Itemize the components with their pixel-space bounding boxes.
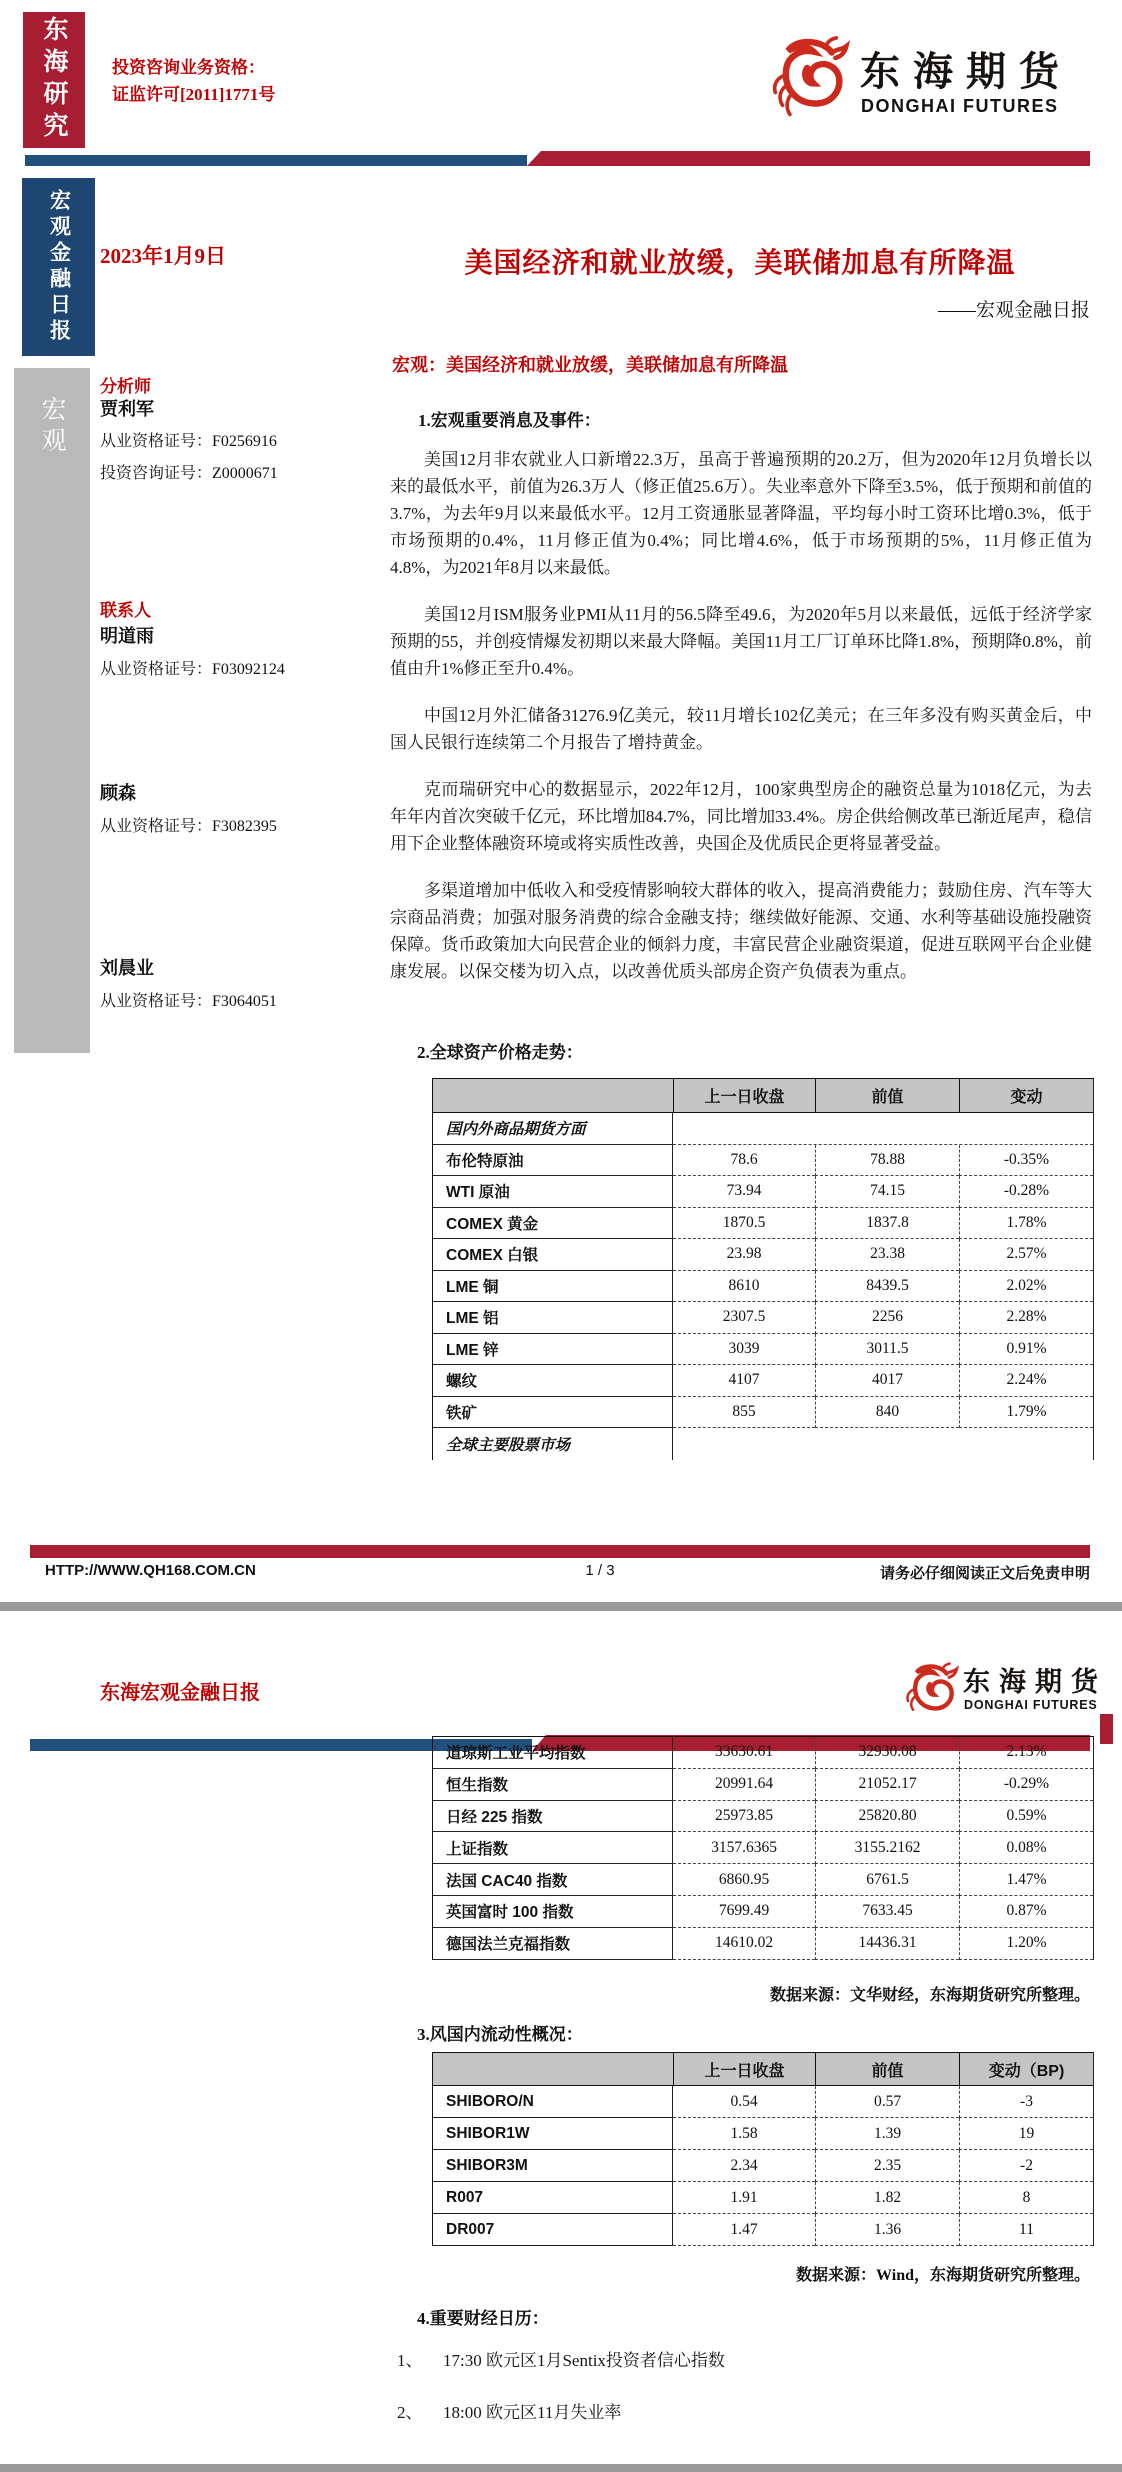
contact-name: 刘晨业	[100, 958, 154, 978]
row-label: 布伦特原油	[433, 1145, 673, 1177]
cell-value: 33630.61	[673, 1737, 815, 1769]
cell-value: 19	[959, 2118, 1093, 2150]
calendar-item-text: 18:00 欧元区11月失业率	[443, 2403, 622, 2422]
cell-value: 0.87%	[959, 1896, 1093, 1928]
column-header: 上一日收盘	[673, 1079, 815, 1113]
row-label: WTI 原油	[433, 1176, 673, 1208]
analyst-label: 分析师	[100, 377, 151, 396]
cell-value: 14610.02	[673, 1928, 815, 1960]
table-row	[433, 1397, 1093, 1429]
section1-heading: 1.宏观重要消息及事件：	[418, 411, 601, 430]
cell-value: 6860.95	[673, 1864, 815, 1896]
cell-value: 2.02%	[959, 1271, 1093, 1303]
header-bar-red	[527, 151, 1090, 166]
body-paragraph: 中国12月外汇储备31276.9亿美元，较11月增长102亿美元；在三年多没有购买黄金后，中国人民银行连续第二个月报告了增持黄金。	[390, 706, 1092, 752]
dragon-logo-icon	[768, 28, 850, 128]
body-paragraph: 美国12月ISM服务业PMI从11月的56.5降至49.6，为2020年5月以来最低，远低于经济学家预期的55，并创疫情爆发初期以来最大降幅。美国11月工厂订单环比降1.8%，预期降0.8%，前值由升1%修正至升0.4%。	[390, 605, 1092, 678]
cell-value: 1.47%	[959, 1864, 1093, 1896]
page2-header-title: 东海宏观金融日报	[100, 1682, 260, 1704]
cell-value: -0.28%	[959, 1176, 1093, 1208]
side-tab-category-label: 宏观	[38, 396, 66, 458]
cell-value: 1.91	[673, 2182, 815, 2214]
economic-calendar	[397, 2346, 997, 2450]
cell-value: 25973.85	[673, 1801, 815, 1833]
table-row	[433, 2182, 1093, 2214]
cell-value: 8439.5	[815, 1271, 959, 1303]
table-row	[433, 1896, 1093, 1928]
cell-value: 0.57	[815, 2086, 959, 2118]
cell-value: 7633.45	[815, 1896, 959, 1928]
section3-heading: 3.风国内流动性概况：	[417, 2025, 583, 2044]
row-label: COMEX 白银	[433, 1239, 673, 1271]
cell-value: 2.35	[815, 2150, 959, 2182]
cell-value: 2.28%	[959, 1302, 1093, 1334]
table-row	[433, 1928, 1093, 1960]
report-subtitle: ——宏观金融日报	[937, 300, 1090, 321]
section2-heading: 2.全球资产价格走势：	[417, 1043, 583, 1062]
cell-value: 3157.6365	[673, 1832, 815, 1864]
row-label: SHIBORO/N	[433, 2086, 673, 2118]
body-paragraph: 多渠道增加中低收入和受疫情影响较大群体的收入，提高消费能力；鼓励住房、汽车等大宗商品消费；加强对服务消费的综合金融支持；继续做好能源、交通、水利等基础设施投融资保障。货币政策加大向民营企业的倾斜力度，丰富民营企业融资渠道，促进互联网平台企业健康发展。以保交楼为切入点，以改善优质头部房企资产负债表为重点。	[390, 881, 1092, 981]
cell-value: 1870.5	[673, 1208, 815, 1240]
row-label: 全球主要股票市场	[433, 1428, 673, 1460]
cell-value: 1.78%	[959, 1208, 1093, 1240]
table-row	[433, 1271, 1093, 1303]
side-tab-report-type-label: 宏观金融日报	[47, 189, 71, 345]
contact-item	[100, 622, 400, 679]
bottom-separator	[0, 2464, 1122, 2472]
cell-value: 20991.64	[673, 1769, 815, 1801]
row-label: 上证指数	[433, 1832, 673, 1864]
analyst-cert1: 从业资格证号：F0256916	[100, 433, 277, 450]
table-row	[433, 2214, 1093, 2246]
cell-value: 78.6	[673, 1145, 815, 1177]
row-label: SHIBOR3M	[433, 2150, 673, 2182]
cell-value: 11	[959, 2214, 1093, 2246]
row-label: SHIBOR1W	[433, 2118, 673, 2150]
cell-value: 3039	[673, 1334, 815, 1366]
report-title: 美国经济和就业放缓，美联储加息有所降温	[464, 248, 1016, 279]
row-label: 英国富时 100 指数	[433, 1896, 673, 1928]
cell-value: 78.88	[815, 1145, 959, 1177]
contact-cert: 从业资格证号：F03092124	[100, 661, 285, 678]
cell-value: 4017	[815, 1365, 959, 1397]
cell-value: 855	[673, 1397, 815, 1429]
column-header	[433, 1079, 673, 1113]
cell-value: 23.98	[673, 1239, 815, 1271]
contact-name: 明道雨	[100, 626, 154, 646]
stock-index-table	[432, 1736, 1094, 1960]
contact-cert: 从业资格证号：F3064051	[100, 993, 277, 1010]
calendar-item	[397, 2346, 997, 2371]
company-logo-page2	[903, 1650, 1118, 1750]
cell-value: 3011.5	[815, 1334, 959, 1366]
qualification-line1: 投资咨询业务资格：	[112, 58, 265, 77]
calendar-item-number: 2、	[397, 2403, 423, 2422]
table-header-row	[433, 2053, 1093, 2086]
cell-value: 6761.5	[815, 1864, 959, 1896]
cell-value: -0.35%	[959, 1145, 1093, 1177]
logo-en-text: DONGHAI FUTURES	[964, 1698, 1098, 1712]
contacts-list	[100, 622, 400, 1111]
table-row	[433, 1365, 1093, 1397]
dragon-logo-icon	[903, 1652, 959, 1730]
analyst-cert2: 投资咨询证号：Z0000671	[100, 465, 278, 482]
column-header: 变动	[959, 1079, 1093, 1113]
row-label: DR007	[433, 2214, 673, 2246]
cell-value: 2.24%	[959, 1365, 1093, 1397]
page-separator	[0, 1602, 1122, 1611]
cell-value: 73.94	[673, 1176, 815, 1208]
company-logo	[768, 26, 1098, 140]
footer-bar	[30, 1545, 1090, 1558]
body-paragraphs	[390, 446, 1092, 1005]
data-source-1: 数据来源：文华财经，东海期货研究所整理。	[769, 1987, 1090, 2004]
table-row	[433, 1302, 1093, 1334]
analyst-name: 贾利军	[100, 399, 154, 419]
side-tab-category	[14, 368, 90, 1053]
cell-value: 2.13%	[959, 1737, 1093, 1769]
cell-value: 1.79%	[959, 1397, 1093, 1429]
contact-item	[100, 954, 400, 1011]
side-tab-report-type	[22, 178, 95, 356]
contact-item	[100, 779, 400, 836]
column-header: 前值	[815, 1079, 959, 1113]
row-label: 恒生指数	[433, 1769, 673, 1801]
cell-value: 25820.80	[815, 1801, 959, 1833]
footer-url[interactable]: HTTP://WWW.QH168.COM.CN	[45, 1562, 256, 1579]
row-label: R007	[433, 2182, 673, 2214]
row-label: 法国 CAC40 指数	[433, 1864, 673, 1896]
logo-red-square	[1100, 1714, 1113, 1744]
row-label: LME 铜	[433, 1271, 673, 1303]
calendar-item	[397, 2398, 997, 2423]
cell-value: -3	[959, 2086, 1093, 2118]
cell-value: 32930.08	[815, 1737, 959, 1769]
table-row	[433, 1145, 1093, 1177]
table-row	[433, 2150, 1093, 2182]
table-row	[433, 1176, 1093, 1208]
calendar-item-text: 17:30 欧元区1月Sentix投资者信心指数	[443, 2351, 725, 2370]
footer-disclaimer: 请务必仔细阅读正文后免责申明	[879, 1566, 1090, 1582]
qualification-text	[112, 54, 275, 108]
table-row	[433, 1737, 1093, 1769]
body-paragraph: 克而瑞研究中心的数据显示，2022年12月，100家典型房企的融资总量为1018亿元，为去年年内首次突破千亿元，环比增加84.7%，同比增加33.4%。房企供给侧改革已渐近尾声，稳信用下企业整体融资环境或将实质性改善，央国企及优质民企更将显著受益。	[390, 780, 1092, 853]
logo-en-text: DONGHAI FUTURES	[861, 96, 1059, 116]
qualification-line2: 证监许可[2011]1771号	[112, 85, 276, 104]
row-label: COMEX 黄金	[433, 1208, 673, 1240]
cell-value: 2.57%	[959, 1239, 1093, 1271]
row-label: 国内外商品期货方面	[433, 1113, 673, 1145]
contact-name: 顾森	[100, 783, 136, 803]
table-row	[433, 1208, 1093, 1240]
table-row	[433, 2118, 1093, 2150]
cell-value: 14436.31	[815, 1928, 959, 1960]
cell-value: 4107	[673, 1365, 815, 1397]
cell-value: -0.29%	[959, 1769, 1093, 1801]
column-header: 前值	[815, 2053, 959, 2086]
row-label: LME 铝	[433, 1302, 673, 1334]
cell-value: 8	[959, 2182, 1093, 2214]
table-row	[433, 1832, 1093, 1864]
table-row	[433, 2086, 1093, 2118]
row-label: 道琼斯工业平均指数	[433, 1737, 673, 1769]
cell-value: 1.36	[815, 2214, 959, 2246]
cell-value: 0.08%	[959, 1832, 1093, 1864]
cell-value: 1.82	[815, 2182, 959, 2214]
page-number: 1 / 3	[585, 1562, 615, 1579]
table-header-row	[433, 1079, 1093, 1113]
cell-value: 8610	[673, 1271, 815, 1303]
cell-value: 3155.2162	[815, 1832, 959, 1864]
cell-value: 0.54	[673, 2086, 815, 2118]
cell-value: 1.58	[673, 2118, 815, 2150]
body-paragraph: 美国12月非农就业人口新增22.3万，虽高于普遍预期的20.2万，但为2020年12月负增长以来的最低水平，前值为26.3万人（修正值25.6万）。失业率意外下降至3.5%，低于预期和前值的3.7%，为去年9月以来最低水平。12月工资通胀显著降温，平均每小时工资环比增0.3%，低于市场预期的0.4%，11月修正值为0.4%；同比增4.6%，低于市场预期的5%，11月修正值为4.8%，为2021年8月以来最低。	[390, 450, 1092, 577]
global-asset-price-table	[432, 1078, 1094, 1460]
cell-value: 1837.8	[815, 1208, 959, 1240]
liquidity-table	[432, 2052, 1094, 2246]
table-row	[433, 1334, 1093, 1366]
logo-cn-text: 东海期货	[963, 1667, 1107, 1697]
cell-value: 2307.5	[673, 1302, 815, 1334]
research-banner	[23, 12, 85, 148]
table-row	[433, 1239, 1093, 1271]
table-row	[433, 1769, 1093, 1801]
logo-cn-text: 东海期货	[860, 49, 1072, 94]
header-bar-blue	[25, 155, 527, 166]
cell-value: 1.39	[815, 2118, 959, 2150]
contact-cert: 从业资格证号：F3082395	[100, 818, 277, 835]
cell-value: 21052.17	[815, 1769, 959, 1801]
cell-value: -2	[959, 2150, 1093, 2182]
table-row	[433, 1864, 1093, 1896]
section-row-spacer	[673, 1428, 1093, 1460]
cell-value: 1.47	[673, 2214, 815, 2246]
column-header: 变动（BP)	[959, 2053, 1093, 2086]
macro-section-heading: 宏观：美国经济和就业放缓，美联储加息有所降温	[392, 355, 788, 375]
cell-value: 2256	[815, 1302, 959, 1334]
row-label: 铁矿	[433, 1397, 673, 1429]
row-label: 日经 225 指数	[433, 1801, 673, 1833]
data-source-2: 数据来源：Wind，东海期货研究所整理。	[796, 2267, 1090, 2284]
row-label: LME 锌	[433, 1334, 673, 1366]
table-row	[433, 1428, 1093, 1460]
row-label: 德国法兰克福指数	[433, 1928, 673, 1960]
cell-value: 840	[815, 1397, 959, 1429]
report-date: 2023年1月9日	[100, 244, 226, 268]
section4-heading: 4.重要财经日历：	[417, 2309, 549, 2328]
cell-value: 23.38	[815, 1239, 959, 1271]
row-label: 螺纹	[433, 1365, 673, 1397]
cell-value: 2.34	[673, 2150, 815, 2182]
table-row	[433, 1801, 1093, 1833]
calendar-item-number: 1、	[397, 2351, 423, 2370]
cell-value: 0.59%	[959, 1801, 1093, 1833]
column-header	[433, 2053, 673, 2086]
cell-value: 74.15	[815, 1176, 959, 1208]
cell-value: 1.20%	[959, 1928, 1093, 1960]
section-row-spacer	[673, 1113, 1093, 1145]
cell-value: 0.91%	[959, 1334, 1093, 1366]
table-row	[433, 1113, 1093, 1145]
column-header: 上一日收盘	[673, 2053, 815, 2086]
research-banner-label: 东海研究	[40, 16, 68, 144]
contacts-label: 联系人	[100, 601, 151, 620]
cell-value: 7699.49	[673, 1896, 815, 1928]
